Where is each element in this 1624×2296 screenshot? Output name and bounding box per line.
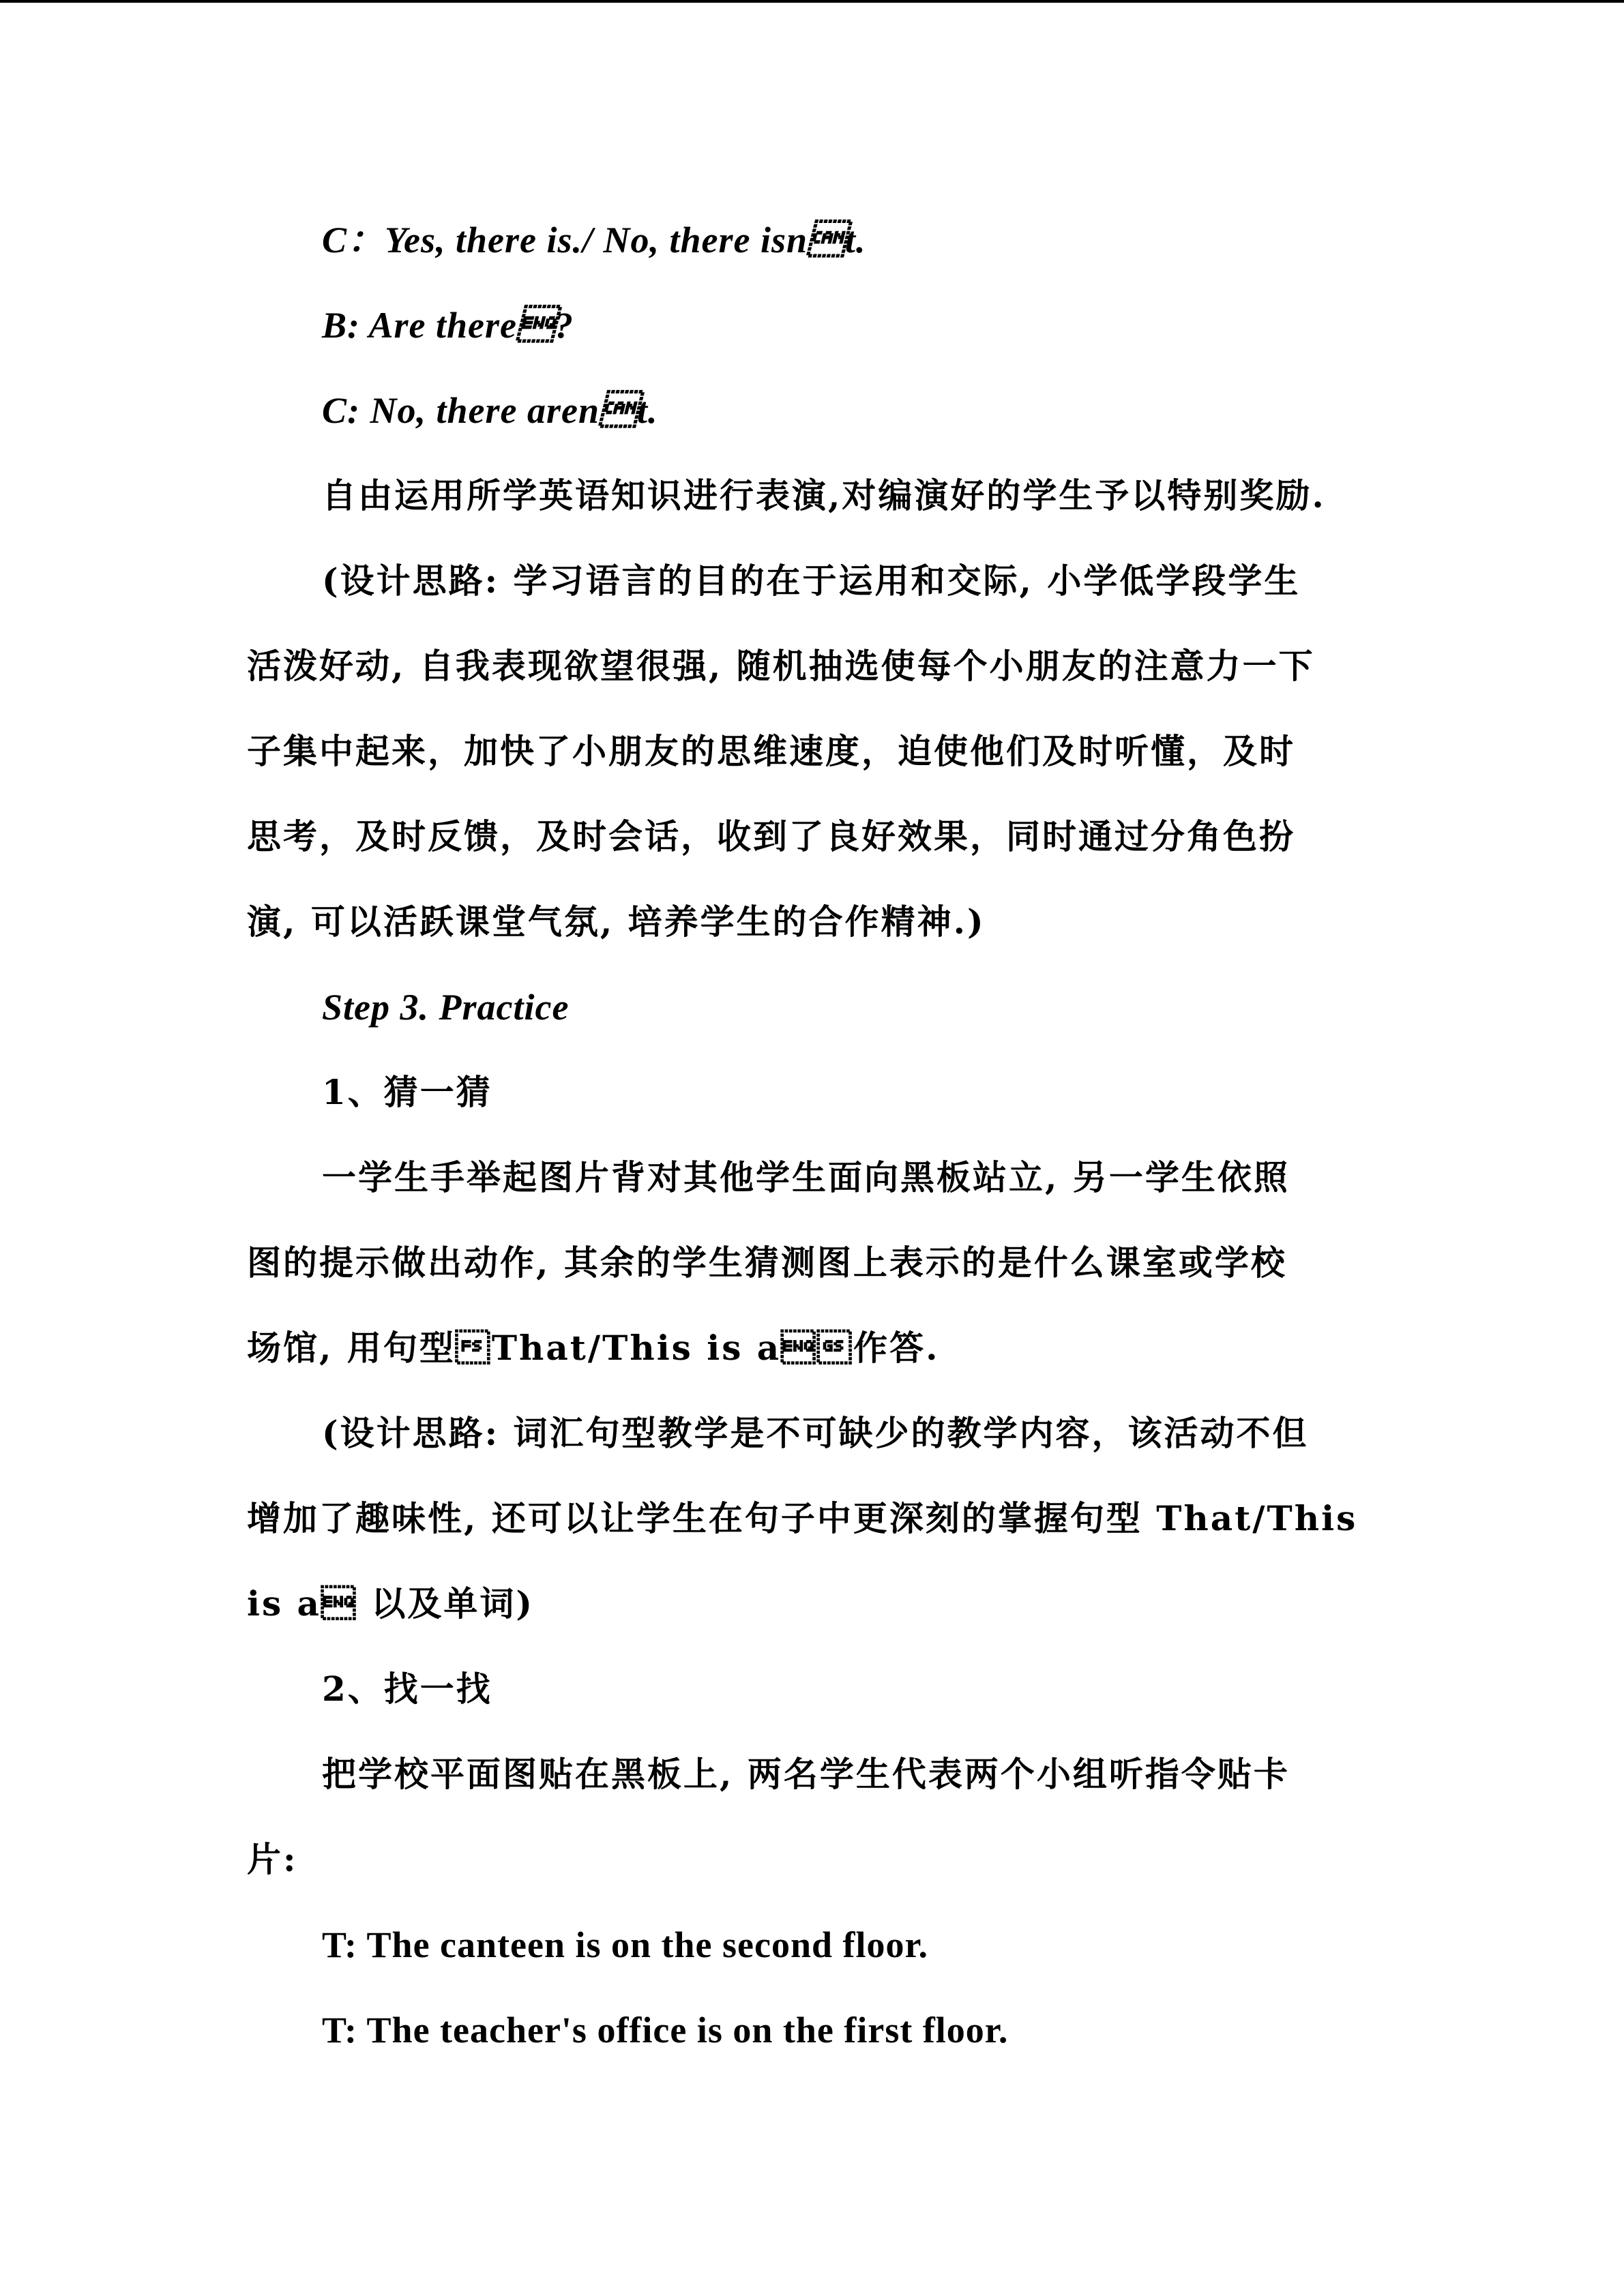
design-note-1-line-4: 思考，及时反馈，及时会话，收到了良好效果，同时通过分角色扮 xyxy=(247,816,1295,856)
activity-find-line-2: 片: xyxy=(247,1839,298,1879)
design-note-1-line-1: (设计思路: 学习语言的目的在于运用和交际, 小学低学段学生 xyxy=(322,561,1301,601)
teacher-instruction-canteen: T: The canteen is on the second floor. xyxy=(322,1924,929,1965)
top-border xyxy=(0,0,1624,3)
design-note-2-line-3: is a 以及单词) xyxy=(247,1583,535,1624)
activity-guess-line-3: 场馆, 用句型 That/This is a 作答. xyxy=(247,1328,940,1368)
teacher-instruction-office: T: The teacher's office is on the first floor. xyxy=(322,2010,1009,2051)
design-note-1-line-2: 活泼好动, 自我表现欲望很强, 随机抽选使每个小朋友的注意力一下 xyxy=(247,646,1315,686)
design-note-2-line-1: (设计思路: 词汇句型教学是不可缺少的教学内容，该活动不但 xyxy=(322,1413,1309,1453)
dialogue-line-c-no: C: No, there arent. xyxy=(322,390,658,431)
design-note-2-line-2: 增加了趣味性, 还可以让学生在句子中更深刻的掌握句型 That/This xyxy=(247,1498,1358,1538)
design-note-1-line-3: 子集中起来，加快了小朋友的思维速度，迫使他们及时听懂，及时 xyxy=(247,731,1295,771)
section-heading-step-3: Step 3. Practice xyxy=(322,987,570,1028)
activity-heading-find: 2、找一找 xyxy=(322,1669,492,1709)
activity-guess-line-2: 图的提示做出动作, 其余的学生猜测图上表示的是什么课室或学校 xyxy=(247,1242,1287,1283)
dialogue-line-c-yes: C：Yes, there is./ No, there isnt. xyxy=(322,220,866,260)
paragraph-performance: 自由运用所学英语知识进行表演,对编演好的学生予以特别奖励. xyxy=(322,475,1326,516)
activity-heading-guess: 1、猜一猜 xyxy=(322,1072,492,1112)
dialogue-line-b-are-there: B: Are there? xyxy=(322,305,574,346)
design-note-1-line-5: 演, 可以活跃课堂气氛, 培养学生的合作精神.) xyxy=(247,901,986,942)
activity-guess-line-1: 一学生手举起图片背对其他学生面向黑板站立, 另一学生依照 xyxy=(322,1157,1290,1197)
activity-find-line-1: 把学校平面图贴在黑板上, 两名学生代表两个小组听指令贴卡 xyxy=(322,1754,1290,1794)
